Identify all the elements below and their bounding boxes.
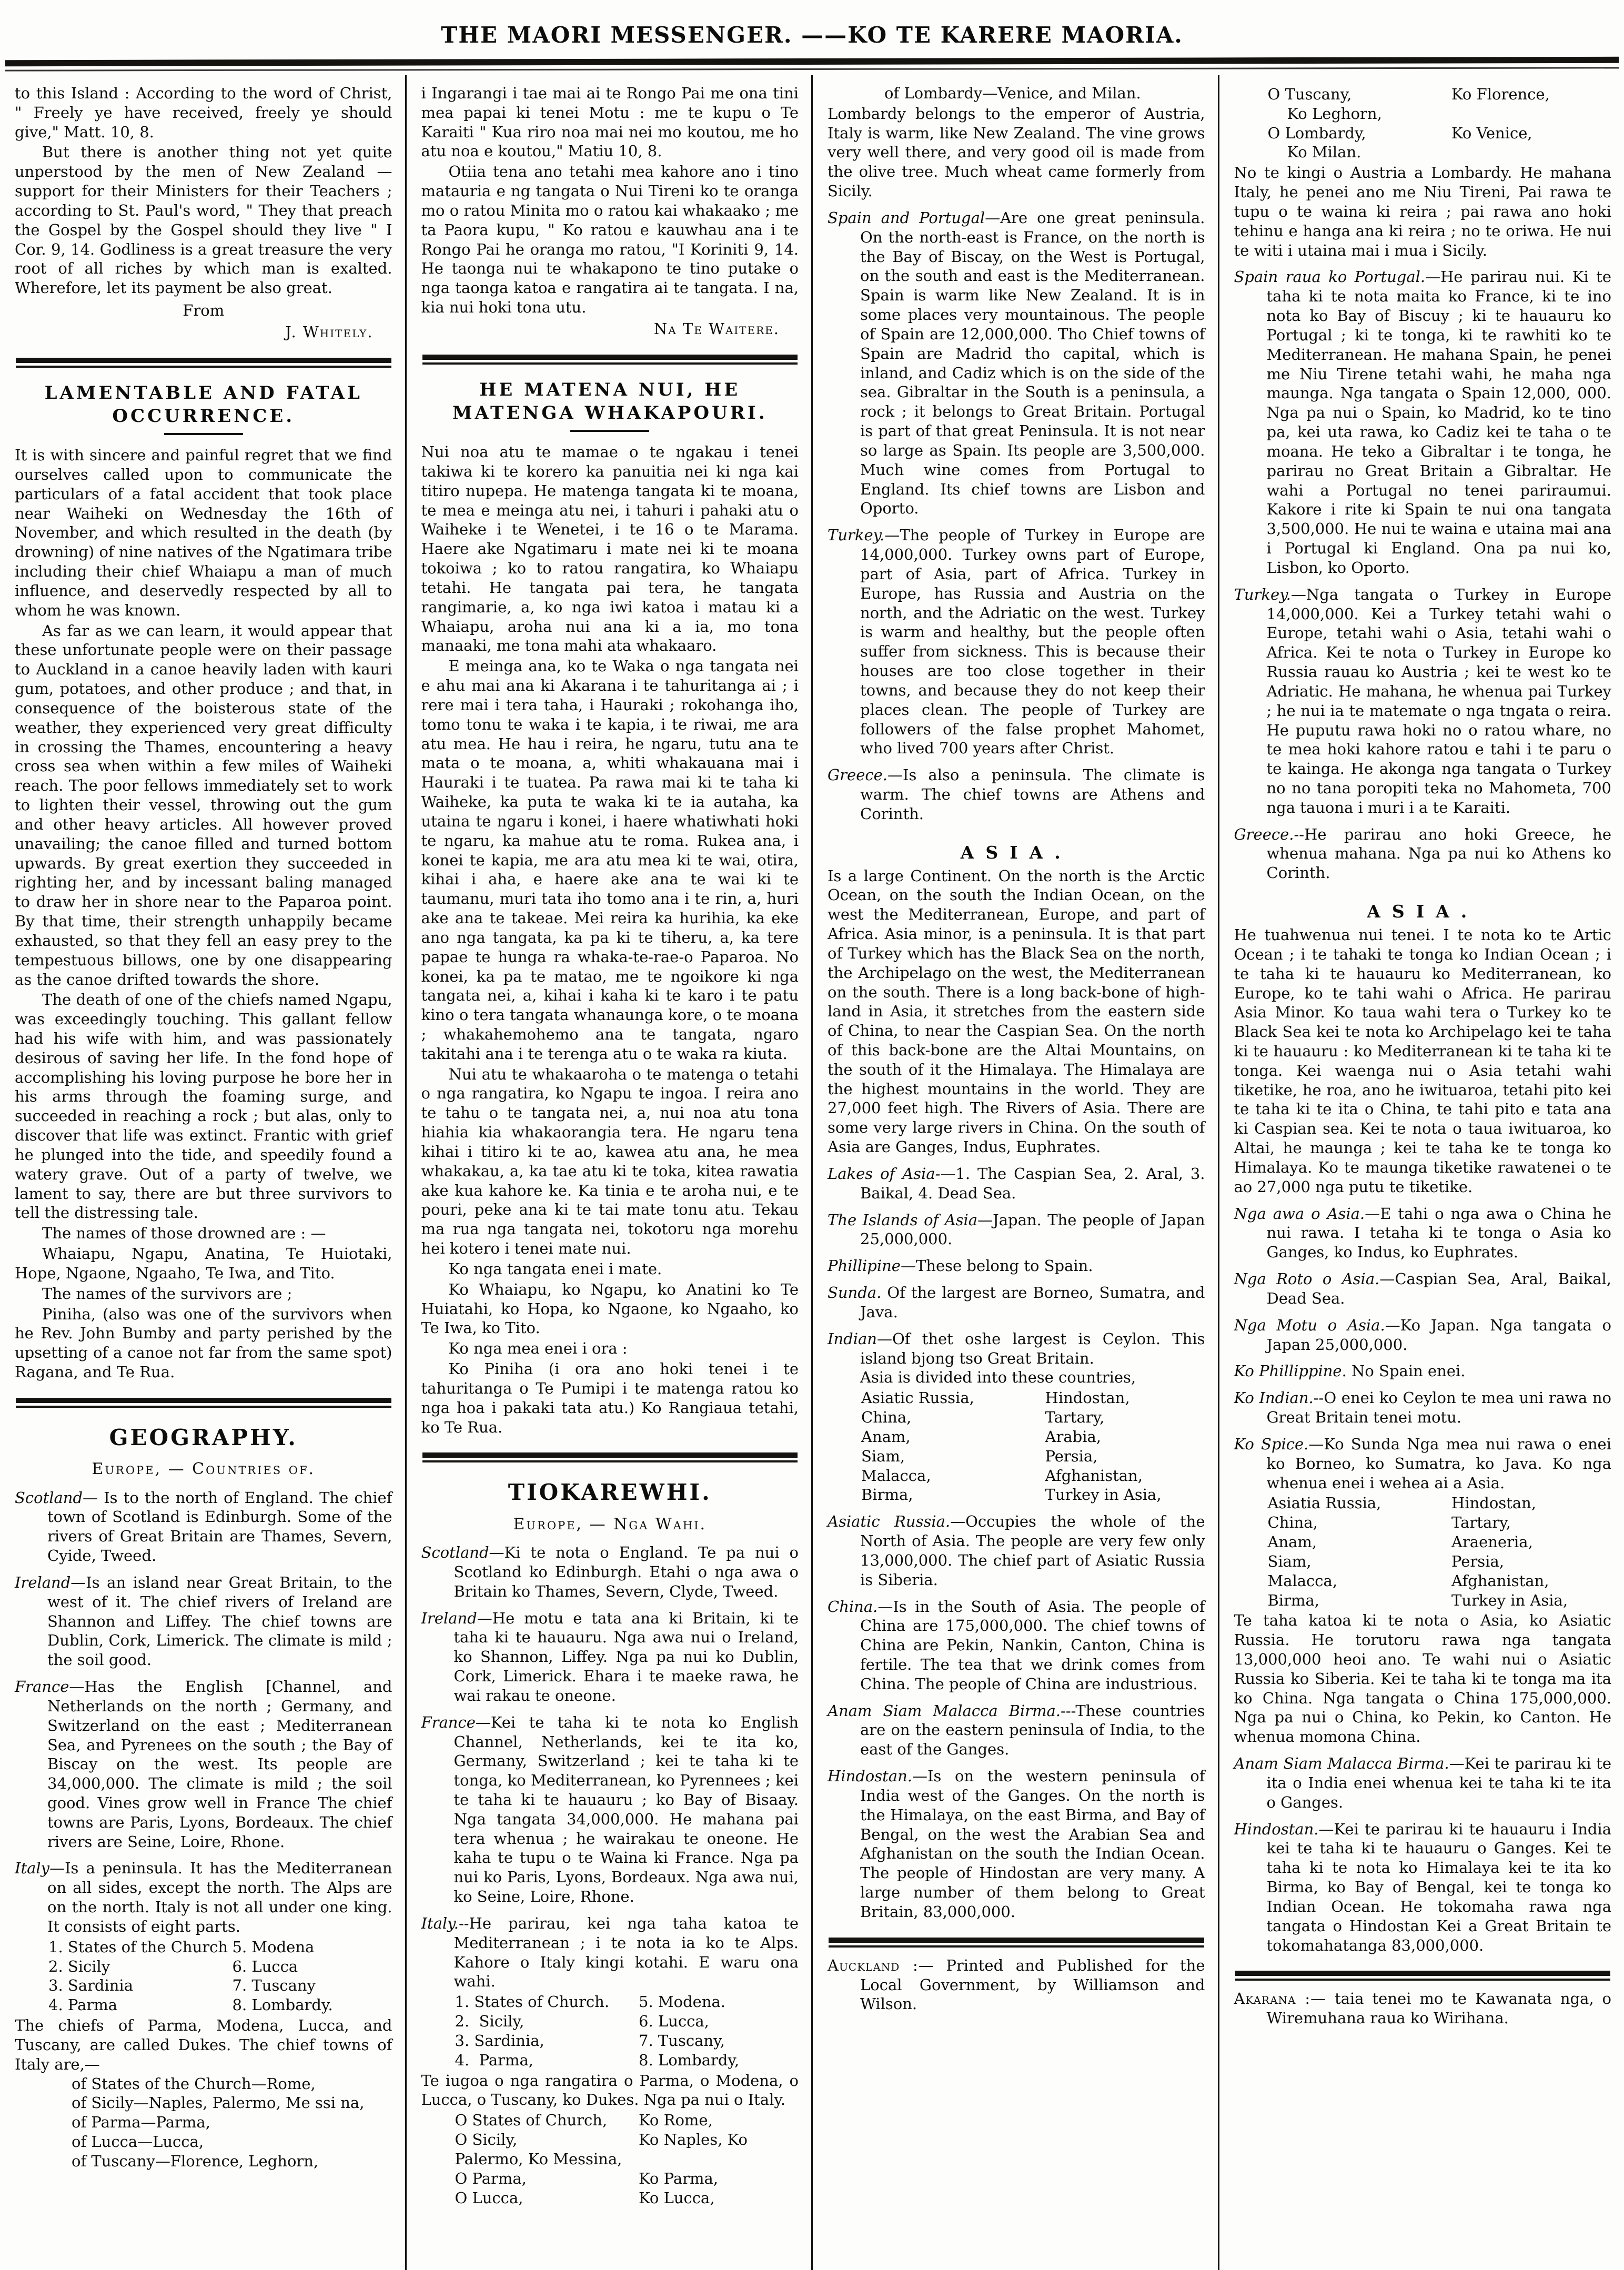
list-cell-right: Ko Venice, xyxy=(1451,124,1532,142)
list-row xyxy=(455,2130,799,2150)
article-heading: GEOGRAPHY. xyxy=(109,1424,298,1450)
article-heading: ASIA. xyxy=(960,842,1072,863)
entry-lead-word: Greece. xyxy=(828,766,887,784)
paragraph: to this Island : According to the word of Christ, " Freely ye have received, freely ye should give," Matt. 10, 8. xyxy=(15,84,392,141)
list-cell-left: 3. Sardinia xyxy=(48,1976,133,1995)
list-cell-right: 6. Lucca xyxy=(232,1957,298,1975)
list-row xyxy=(1268,1513,1612,1532)
list-cell-left: Siam, xyxy=(1267,1552,1312,1570)
list-row xyxy=(48,1995,392,2015)
section-subheading: Europe, — Nga Wahi. xyxy=(513,1515,707,1533)
list-cell-right: Turkey in Asia, xyxy=(1451,1591,1568,1609)
list-cell-right: Ko Rome, xyxy=(639,2111,713,2130)
paragraph: The chiefs of Parma, Modena, Lucca, and Tuscany, are called Dukes. The chief towns of Italy are,— xyxy=(15,2016,392,2073)
entry-text: — Is to the north of England. The chief town of Scotland is Edinburgh. Some of the rivers of Great Britain are Thames, Severn, Cyide, Tweed. xyxy=(47,1488,392,1565)
paragraph: E meinga ana, ko te Waka o nga tangata nei e ahu mai ana ki Akarana i te tahuritanga ai ; i rere mai i tera taha, i Hauraki ; rokohanga iho, tomo tonu te waka i te kapia, i te riwai, me ara atu mea. He hau i reira, he ngaru, tutu ana te mata o te moana, a, whiti whakauana mai i Hauraki i te tuatea. Pa rawa mai ki te taha ki Waiheke, ka puta te waka ki te ia autaha, ka utaina te ngaru i konei, i haere whatiwhati hoki te ngaru, ka mahue atu te roma. Rukea ana, i konei te kapia, me ara atu mea ki te wai, otira, kihai i aha, e haere ake ana te wai ki te taumanu, muri tata iho tomo ana i te rin, a, huri ake ana te takeae. Mei reira ka hurihia, ka eke ano nga tangata, ka pa ki te tiheru, a, ka tere papae te hunga ra whaka-te-rae-o Paparoa. No konei, ka pa te matao, me te ngoikore ki nga tangata nei, a, kihai i kaha ki te karo i te patu kino o tera tangata whanaunga kore, o te moana ; whakahemohemo ana te tangata, ngaro takitahi ana i te terenga atu o te waka ra kiuta. xyxy=(421,657,799,1063)
entry-lead-word: Ireland xyxy=(15,1573,71,1591)
entry-lead-word: Ko Indian. xyxy=(1234,1389,1314,1407)
list-row xyxy=(455,2150,799,2169)
dictionary-entry xyxy=(1234,1361,1612,1381)
entry-text: —Caspian Sea, Aral, Baikal, Dead Sea. xyxy=(1266,1270,1611,1307)
list-row xyxy=(1268,1552,1612,1571)
list-row xyxy=(48,1957,392,1976)
list-row xyxy=(861,1447,1205,1466)
list-line: of Sicily—Naples, Palermo, Me ssi na, xyxy=(72,2094,365,2112)
list-cell-left: 2. Sicily, xyxy=(455,2012,524,2031)
list-row xyxy=(455,2012,799,2031)
entry-text: —1. The Caspian Sea, 2. Aral, 3. Baikal, 4. Dead Sea. xyxy=(860,1164,1205,1202)
entry-lead-word: Italy xyxy=(15,1859,50,1878)
dictionary-entry xyxy=(1234,585,1612,818)
entry-lead-word: Nga Motu o Asia. xyxy=(1234,1316,1385,1334)
list-cell-left: Ko Leghorn, xyxy=(1267,104,1382,123)
masthead xyxy=(0,0,1624,48)
list-cell-left: 4. Parma xyxy=(48,1996,118,2014)
entry-text: ---These countries are on the eastern peninsula of India, to the east of the Ganges. xyxy=(860,1701,1205,1759)
paragraph: Ko Whaiapu, ko Ngapu, ko Anatini ko Te Huiatahi, ko Hopa, ko Ngaone, ko Ngaaho, ko Te Iwa, ko Tito. xyxy=(421,1280,799,1337)
list-cell-left: Malacca, xyxy=(861,1466,931,1485)
entry-text: —Kei te parirau ki te ita o India enei whenua kei te taha ki te ita o Ganges. xyxy=(1266,1754,1611,1811)
dictionary-entry xyxy=(421,1543,799,1601)
list-line: of Parma—Parma, xyxy=(72,2113,210,2132)
list-cell-right: Persia, xyxy=(1045,1447,1098,1465)
list-cell-left: O Sicily, xyxy=(455,2131,518,2149)
entry-lead-word: Italy. xyxy=(421,1914,459,1932)
entry-lead-word: Sunda. xyxy=(828,1284,882,1302)
list-cell-right: 5. Modena xyxy=(232,1938,315,1956)
entry-lead-word: Scotland xyxy=(421,1543,489,1562)
list-cell-right xyxy=(1451,143,1611,162)
paragraph: Ko nga mea enei i ora : xyxy=(448,1339,628,1358)
column-3 xyxy=(811,75,1218,2270)
dictionary-entry xyxy=(421,1713,799,1906)
list-cell-left: Asiatia Russia, xyxy=(1267,1494,1381,1512)
article-divider-rule xyxy=(829,1938,1204,1948)
list-cell-right: 8. Lombardy, xyxy=(639,2051,740,2069)
list-row xyxy=(1268,1591,1612,1610)
dictionary-entry xyxy=(828,1256,1205,1276)
list-cell-right: 8. Lombardy. xyxy=(232,1996,333,2014)
dictionary-entry xyxy=(828,1767,1205,1922)
list-cell-left: O Parma, xyxy=(455,2169,527,2187)
list-row xyxy=(455,2188,799,2208)
entry-text: —E tahi o nga awa o China he nui rawa. I tetaha ki te tonga o Asia ko Ganges, ko Indus, ko Euphrates. xyxy=(1266,1204,1611,1262)
entry-lead-word: Ko Spice. xyxy=(1234,1435,1309,1453)
list-row xyxy=(455,2111,799,2130)
signature: Na Te Waitere. xyxy=(653,319,780,338)
entry-text: —Ko Japan. Nga tangata o Japan 25,000,000. xyxy=(1266,1316,1611,1354)
two-column-list xyxy=(861,1388,1205,1505)
two-column-list xyxy=(1268,1494,1612,1610)
paragraph: The names of the survivors are ; xyxy=(42,1284,292,1303)
entry-text: taia tenei mo te Kawanata nga, o Wiremuhana raua ko Wirihana. xyxy=(1266,1990,1611,2027)
entry-lead-word: France xyxy=(421,1713,476,1731)
dictionary-entry xyxy=(828,208,1205,518)
list-row xyxy=(861,1408,1205,1427)
heading-rule xyxy=(570,430,649,432)
article-divider-rule xyxy=(422,355,798,365)
list-line: of Tuscany—Florence, Leghorn, xyxy=(72,2152,319,2170)
list-cell-left: O Lombardy, xyxy=(1267,124,1366,142)
dictionary-entry xyxy=(1234,1316,1612,1355)
list-cell-left: Anam, xyxy=(861,1427,911,1446)
entry-lead-word: Ko Phillippine. xyxy=(1234,1362,1347,1380)
entry-text: —Is in the South of Asia. The people of China are 175,000,000. The chief towns of China are Pekin, Nankin, Canton, China is fertile. The tea that we drink comes from China. The people of China are industrious. xyxy=(860,1597,1205,1693)
paragraph: Is a large Continent. On the north is the Arctic Ocean, on the south the Indian Ocean, on the west the Mediterranean, Europe, and part of Africa. Asia minor, is a peninsula. It is that part of Turkey which has the Black Sea on the north, the Archipelago on the west, the Mediterranean on the south. There is a long back-bone of high-land in Asia, it stretches from the eastern side of China, to near the Caspian Sea. On the north of this back-bone are the Altai Mountains, on the south of it the Himalaya. The Himalaya are the highest mountains in the world. They are 27,000 feet high. The Rivers of Asia. There are some very large rivers in China. On the south of Asia are Ganges, Indus, Euphrates. xyxy=(828,866,1205,1156)
dictionary-entry xyxy=(1234,1435,1612,1492)
section-subheading: Europe, — Countries of. xyxy=(92,1460,316,1479)
dictionary-entry xyxy=(421,1914,799,1991)
list-cell-right: Ko Florence, xyxy=(1451,85,1550,103)
entry-lead-word: Indian xyxy=(828,1329,877,1348)
dictionary-entry xyxy=(15,1573,392,1670)
column-2 xyxy=(405,75,812,2270)
entry-lead-word: Lakes of Asia- xyxy=(828,1164,941,1183)
entry-text: —Ko Sunda Nga mea nui rawa o enei ko Borneo, ko Sumatra, ko Java. Ko nga whenua enei i wehea ai a Asia. xyxy=(1266,1435,1611,1492)
entry-text: —Is a peninsula. It has the Mediterranean on all sides, except the north. The Alps are on the north. Italy is not all under one king. It consists of eight parts. xyxy=(47,1859,392,1935)
list-cell-right: Ko Naples, Ko xyxy=(639,2131,748,2149)
paragraph: i Ingarangi i tae mai ai te Rongo Pai me ona tini mea papai ki tenei Motu : me te kupu o Te Karaiti " Kua riro noa mai nei mo koutou, me ho atu noa e koutou," Matiu 10, 8. xyxy=(421,84,799,160)
list-cell-left: China, xyxy=(861,1408,912,1427)
masthead-rule-thin xyxy=(5,67,1619,71)
list-cell-right: 7. Tuscany xyxy=(232,1976,316,1995)
dictionary-entry xyxy=(15,1677,392,1851)
dictionary-entry xyxy=(1234,267,1612,577)
dictionary-entry xyxy=(1234,1820,1612,1955)
paragraph: It is with sincere and painful regret that we find ourselves called upon to communicate the particulars of a fatal accident that took place near Waiheki on Wednesday the 16th of November, and which resulted in the death (by drowning) of nine natives of the Ngatimara tribe including their chief Whaiapu a man of much influence, and deservedly respected by all to whom he was known. xyxy=(15,446,392,619)
list-cell-left: 1. States of Church. xyxy=(455,1993,610,2011)
entry-text: —Is also a peninsula. The climate is warm. The chief towns are Athens and Corinth. xyxy=(860,766,1205,823)
article-heading: ASIA. xyxy=(1367,901,1479,922)
entry-text: —Has the English [Channel, and Netherlands on the north ; Germany, and Switzerland on the east ; Mediterranean Sea, and Pyrenees on the south ; the Bay of Biscay on the west. Its people are 34,000,000. The climate is mild ; the soil good. Vines grow well in France The chief towns are Paris, Lyons, Bordeaux. The chief rivers are Seine, Loire, Rhone. xyxy=(47,1678,392,1851)
columns-container xyxy=(0,75,1624,2270)
paragraph: Nui atu te whakaaroha o te matenga o tetahi o nga rangatira, ko Ngapu te ingoa. I reira ano te tahu o te tangata nei, a, nui noa atu tona hiahia kia whakaorangia tera. He ngaru tena kihai i titiro ki te ao, kawea atu ana, he mea whakakau, a, ka tae atu ki te toka, kitea rawatia ake kua kahore ke. Ka tinia e te aroha nui, e te pouri, peke ana ki te tai mate tonu atu. Tekau ma rua nga tangata nei, tokotoru nga morehu hei kotero i tenei mate nui. xyxy=(421,1065,799,1258)
list-row xyxy=(455,2169,799,2188)
list-cell-left: 1. States of the Church xyxy=(48,1938,228,1956)
imprint xyxy=(828,1956,1205,2014)
entry-lead-word: Akarana :— xyxy=(1234,1990,1327,2008)
paragraph: Ko nga tangata enei i mate. xyxy=(448,1259,662,1278)
dictionary-entry xyxy=(1234,1388,1612,1427)
list-cell-right: Tartary, xyxy=(1451,1514,1511,1532)
dictionary-entry xyxy=(421,1609,799,1706)
entry-lead-word: Anam Siam Malacca Birma. xyxy=(1234,1754,1449,1773)
entry-text: Of the largest are Borneo, Sumatra, and Java. xyxy=(860,1284,1205,1321)
dictionary-entry xyxy=(828,765,1205,823)
list-cell-left: Palermo, Ko Messina, xyxy=(455,2150,622,2168)
article-divider-rule xyxy=(16,1398,391,1408)
entry-text: —The people of Turkey in Europe are 14,000,000. Turkey owns part of Europe, part of Asia, part of Africa. Turkey in Europe, has Russia and Austria on the north, and the Adriatic on the west. Turkey is warm and healthy, but the people often suffer from sickness. This is because their houses are too close together in their towns, and because they do not keep their places clean. The people of Turkey are followers of the false prophet Mahomet, who lived 700 years after Christ. xyxy=(860,526,1205,758)
entry-text: —Nga tangata o Turkey in Europe 14,000,000. Kei a Turkey tetahi wahi o Europe, tetahi wahi o Asia, tetahi wahi o Africa. Kei te nota o Turkey in Europe ko Russia rauau ko Austria ; kei te west ko te Adriatic. He mahana, he whenua pai Turkey ; he nui ia te matemate o nga tngata o reira. He puputu rawa hoki no o ratou whare, no te mea hoki kahore ratou e tahi i te paru o te kainga. He akonga nga tangata o Turkey no no tana poropiti teka no Mahometa, 700 nga tauona i muri i a te Karaiti. xyxy=(1266,585,1611,816)
list-cell-right: Araeneria, xyxy=(1451,1533,1533,1551)
paragraph: Otiia tena ano tetahi mea kahore ano i tino matauria e ng tangata o Nui Tireni ko te oranga mo o ratou Minita mo o ratou kai whakaako ; me ta Paora kupu, " Ko ratou e kauwhau ana i te Rongo Pai he oranga mo ratou, "I Koriniti 9, 14. He taonga nui te whakapono te tino putake o nga taonga katoa e rangatira ai te tangata. I na, kia nui hoki tona utu. xyxy=(421,163,799,317)
two-column-list xyxy=(455,1992,799,2070)
entry-text: —Is on the western peninsula of India west of the Ganges. On the north is the Himalaya, on the east Birma, and Bay of Bengal, on the west the Arabian Sea and Afghanistan on the south the Indian Ocean. The people of Hindostan are very many. A large number of them belong to Great Britain, 83,000,000. xyxy=(860,1767,1205,1921)
list-row xyxy=(1268,1532,1612,1552)
entry-lead-word: Hindostan. xyxy=(1234,1820,1319,1838)
entry-lead-word: Anam Siam Malacca Birma. xyxy=(828,1701,1061,1720)
entry-text: —Of thet oshe largest is Ceylon. This island bjong tso Great Britain. xyxy=(860,1329,1205,1367)
article-divider-rule xyxy=(422,1452,798,1462)
paragraph: Te iugoa o nga rangatira o Parma, o Modena, o Lucca, o Tuscany, ko Dukes. Nga pa nui o Italy. xyxy=(421,2071,799,2109)
list-cell-right xyxy=(1451,104,1611,124)
entry-lead-word: Hindostan. xyxy=(828,1767,912,1785)
list-row xyxy=(455,2051,799,2070)
entry-text: —Is an island near Great Britain, to the west of it. The chief rivers of Ireland are Shannon and Liffey. The chief towns are Dublin, Cork, Limerick. The climate is mild ; the soil good. xyxy=(47,1573,392,1669)
list-cell-left: 4. Parma, xyxy=(455,2051,533,2069)
entry-text: --O enei ko Ceylon te mea uni rawa no Great Britain tenei motu. xyxy=(1266,1389,1611,1427)
dictionary-entry xyxy=(1234,1754,1612,1812)
entry-text: —He parirau nui. Ki te taha ki te nota maita ko France, ki te ino nota ko Bay of Biscuy ; ki te hauauru ko Portugal ; ki te tonga, ki te rawhiti ko te Mediterranean. He mahana Spain, he penei me Niu Tirene tetahi wahi, he maha nga maunga. Nga tangata o Spain 12,000, 000. Nga pa nui o Spain, ko Madrid, ko te tino pa, kei uta rawa, ko Cadiz kei te taha o te moana. He teko a Gibraltar i te tonga, he parirau no Great Britain a Gibraltar. He wahi a Portugal no tenei pariraumui. Kakore i rite ki Spain te nui ona tangata 3,500,000. He nui te waina e utaina mai ana i Portugal ki England. Ona pa nui ko, Lisbon, ko Oporto. xyxy=(1266,268,1611,577)
article-heading: TIOKAREWHI. xyxy=(508,1479,712,1506)
dictionary-entry xyxy=(828,1512,1205,1589)
list-cell-left: Ko Milan. xyxy=(1267,143,1361,162)
list-row xyxy=(1268,1571,1612,1591)
list-cell-right: Arabia, xyxy=(1045,1427,1101,1446)
list-cell-right: Hindostan, xyxy=(1045,1389,1130,1407)
entry-lead-word: Turkey. xyxy=(828,526,885,544)
list-cell-left: Malacca, xyxy=(1267,1571,1338,1590)
two-column-list xyxy=(48,1938,392,2015)
paragraph: He tuahwenua nui tenei. I te nota ko te Artic Ocean ; i te tahaki te tonga ko Indian Ocean ; i te taha ki te hauauru ko Mediterranean, ko Europe, ko te tahi wahi o Africa. He parirau Asia Minor. Ko taua wahi tera o Turkey ko te Black Sea kei te nota ko Archipelago kei te taha ki te hauauru : ko Mediterranean ki te taha ki te tonga. Kei waenga nui o Asia tetahi wahi tiketike, he roa, ano he iwituaroa, tetahi pito kei te taha ki te ita o China, te tahi pito e tata ana ki Caspian sea. Kei te nota o taua iwituaroa, ko Altai, he maunga ; kei te taha ke te tonga ko Himalaya. Ko te maunga tiketike rawatenei o te ao 27,000 nga putu te tiketike. xyxy=(1234,926,1611,1196)
entry-lead-word: Auckland : xyxy=(828,1956,919,1974)
paragraph: The death of one of the chiefs named Ngapu, was exceedingly touching. This gallant fellow had his wife with him, and was passionately desirous of saving her life. In the fond hope of accomplishing his loving purpose he bore her in his arms through the foaming surge, and succeeded in reaching a rock ; but alas, only to discover that life was extinct. Frantic with grief he plunged into the tide, and speedily found a watery grave. Out of a party of twelve, we lament to say, there are but three survivors to tell the distressing tale. xyxy=(15,991,392,1222)
list-row xyxy=(861,1485,1205,1505)
entry-text: —Ki te nota o England. Te pa nui o Scotland ko Edinburgh. Etahi o nga awa o Britain ko Thames, Severn, Clyde, Tweed. xyxy=(453,1543,799,1600)
list-cell-right: Ko Parma, xyxy=(639,2169,718,2187)
list-cell-left: China, xyxy=(1267,1514,1318,1532)
entry-lead-word: Phillipine xyxy=(828,1257,901,1275)
list-cell-right xyxy=(639,2150,799,2169)
entry-lead-word: Spain raua ko Portugal. xyxy=(1234,268,1426,286)
dictionary-entry xyxy=(828,1701,1205,1759)
entry-lead-word: Ireland xyxy=(421,1609,477,1627)
list-row xyxy=(861,1427,1205,1447)
entry-lead-word: Scotland xyxy=(15,1488,83,1507)
entry-lead-word: Spain and Portugal xyxy=(828,208,985,227)
list-row xyxy=(48,1938,392,1957)
entry-text: —Kei te taha ki te nota ko English Channel, Netherlands, kei te ita ko, Germany, Switzerland ; kei te taha ki te tonga, ko Mediterranean, ko Pyrennees ; kei te taha ki te hauauru ; ko Bay of Bisaay. Nga tangata 34,000,000. He mahana pai tera whenua ; he wairakau te oneone. He kaha te tupu o te Waina ki France. Nga pa nui ko Paris, Lyons, Bordeaux. Nga awa nui, ko Seine, Loire, Rhone. xyxy=(453,1713,799,1906)
list-line: of Lucca—Lucca, xyxy=(72,2133,204,2151)
paragraph: No te kingi o Austria a Lombardy. He mahana Italy, he penei ano me Niu Tireni, Pai rawa te tupu o te waina ki reira ; pai rawa ano hoki tehinu e hanga ana ki reira ; no te oriwa. He nui te witi i utaina mai i mua i Sicily. xyxy=(1234,164,1611,259)
masthead-rule xyxy=(5,57,1619,66)
dictionary-entry xyxy=(828,1329,1205,1368)
paragraph: Ko Piniha (i ora ano hoki tenei i te tahuritanga o Te Pumipi i te matenga ratou ko nga hoa i pakaki tata atu.) Ko Rangiaua tetahi, ko Te Rua. xyxy=(421,1360,799,1436)
dictionary-entry xyxy=(1234,1204,1612,1262)
list-cell-left: Birma, xyxy=(861,1486,913,1504)
article-heading: HE MATENA NUI, HE MATENGA WHAKAPOURI. xyxy=(452,379,768,423)
list-cell-right: Afghanistan, xyxy=(1045,1466,1143,1485)
entry-lead-word: China. xyxy=(828,1597,878,1616)
dictionary-entry xyxy=(15,1859,392,1936)
paragraph: Lombardy belongs to the emperor of Austria, Italy is warm, like New Zealand. The vine grows very well there, and very good oil is made from the olive tree. Much wheat came formerly from Sicily. xyxy=(828,104,1205,200)
list-cell-right: Persia, xyxy=(1451,1552,1504,1570)
heading-rule xyxy=(164,433,243,435)
paragraph: Whaiapu, Ngapu, Anatina, Te Huiotaki, Hope, Ngaone, Ngaaho, Te Iwa, and Tito. xyxy=(15,1245,392,1282)
list-cell-left: 3. Sardinia, xyxy=(455,2031,544,2050)
entry-lead-word: Nga awa o Asia. xyxy=(1234,1204,1365,1223)
entry-text: —These belong to Spain. xyxy=(900,1257,1093,1275)
list-cell-left: Anam, xyxy=(1267,1533,1317,1551)
list-row xyxy=(48,1976,392,1995)
entry-lead-word: Turkey. xyxy=(1234,585,1291,603)
list-cell-right: Ko Lucca, xyxy=(639,2188,715,2207)
two-column-list xyxy=(1268,85,1612,162)
list-cell-right: Turkey in Asia, xyxy=(1045,1486,1162,1504)
two-column-list xyxy=(455,2111,799,2207)
dictionary-entry xyxy=(828,1283,1205,1322)
signature: J. Whitely. xyxy=(285,322,374,341)
entry-text: —Are one great peninsula. On the north-east is France, on the north is the Bay of Biscay, on the West is Portugal, on the south and east is the Mediterranean. Spain is warm like New Zealand. It is in some places very mountainous. The people of Spain are 12,000,000. Tho Chief towns of Spain are Madrid tho capital, which is inland, and Cadiz which is on the side of the sea. Gibraltar in the South is a peninsula, a rock ; it belongs to Great Britain. Portugal is part of that great Peninsula. It is not near so large as Spain. Its people are 3,500,000. Much wine comes from Portugal to England. Its chief towns are Lisbon and Oporto. xyxy=(860,208,1205,518)
dictionary-entry xyxy=(1234,825,1612,883)
list-row xyxy=(861,1388,1205,1408)
paragraph: Nui noa atu te mamae o te ngakau i tenei takiwa ki te korero ka panuitia nei ki nga kai titiro nupepa. He matenga tangata ki te moana, te mea e meinga atu nei, i tahuri i pahaki atu o Waiheke i te Wenetei, i te 16 o te Marama. Haere ake Ngatimaru i mate nei ki te moana tokoiwa ; ko to ratou rangatira, ko Whaiapu tetahi. He tangata pai tera, he tangata rangimarie, a, ko nga iwi katoa i matau ki a Whaiapu, aroha nui ana ki a ia, mo tona manaaki, me tona mahi ata whakaaro. xyxy=(421,443,799,655)
list-cell-left: Asiatic Russia, xyxy=(861,1389,974,1407)
entry-text: —Japan. The people of Japan 25,000,000. xyxy=(860,1210,1205,1248)
dictionary-entry xyxy=(828,1164,1205,1203)
column-1 xyxy=(0,75,405,2270)
list-row xyxy=(455,2031,799,2051)
entry-lead-word: France xyxy=(15,1678,69,1696)
list-cell-right: Afghanistan, xyxy=(1451,1571,1549,1590)
paragraph: But there is another thing not yet quite unperstood by the men of New Zealand — support for their Ministers for their Teachers ; according to St. Paul's word, " They that preach the Gospel by the Gospel should they live " I Cor. 9, 14. Godliness is a great treasure the very root of all riches by which man is exalted. Wherefore, let its payment be also great. xyxy=(15,143,392,297)
masthead-title: THE MAORI MESSENGER. ——KO TE KARERE MAORIA. xyxy=(441,22,1183,48)
entry-text: —Kei te parirau ki te hauauru i India kei te taha ki te hauauru o Ganges. Kei te taha ki te nota ko Himalaya kei te ita ko Birma, ko Bay of Bengal, kei te tonga ko Indian Ocean. He tokomaha rawa nga tangata o Hindostan Kei a Great Britain te tokomahatanga 83,000,000. xyxy=(1266,1820,1611,1954)
dictionary-entry xyxy=(15,1488,392,1566)
list-cell-right: Hindostan, xyxy=(1451,1494,1537,1512)
paragraph: As far as we can learn, it would appear that these unfortunate people were on their passage to Auckland in a canoe heavily laden with kauri gum, potatoes, and other produce ; and that, in consequence of the boisterous state of the weather, they experienced very great difficulty in crossing the Thames, encountering a heavy cross sea when within a few miles of Waiheki reach. The poor fellows immediately set to work to lighten their vessel, throwing out the gum and other heavy articles. All however proved unavailing; the canoe filled and turned bottom upwards. By great exertion they succeeded in righting her, and by incessant baling managed to draw her in shore near to the Paparoa point. By that time, their strength unhappily became exhausted, so that they fell an easy prey to the tempestuous billows, one by one disappearing as the canoe drifted towards the shore. xyxy=(15,621,392,988)
entry-text: — Printed and Published for the Local Government, by Williamson and Wilson. xyxy=(860,1956,1205,2013)
list-cell-right: 6. Lucca, xyxy=(639,2012,709,2031)
list-row xyxy=(1268,104,1612,124)
list-cell-right: Tartary, xyxy=(1045,1408,1105,1427)
entry-lead-word: Asiatic Russia. xyxy=(828,1512,951,1531)
list-cell-right: 7. Tuscany, xyxy=(639,2031,725,2050)
list-cell-right: 5. Modena. xyxy=(639,1993,725,2011)
list-line: Asia is divided into these countries, xyxy=(860,1368,1136,1387)
entry-text: No Spain enei. xyxy=(1346,1362,1466,1380)
list-cell-left: Siam, xyxy=(861,1447,905,1465)
dictionary-entry xyxy=(828,526,1205,758)
list-cell-left: O Tuscany, xyxy=(1267,85,1352,103)
article-divider-rule xyxy=(16,358,391,368)
article-divider-rule xyxy=(1235,1971,1611,1981)
entry-lead-word: Nga Roto o Asia. xyxy=(1234,1270,1380,1288)
list-row xyxy=(1268,1494,1612,1513)
list-row xyxy=(455,1992,799,2012)
dictionary-entry xyxy=(1234,1269,1612,1308)
entry-text: —He motu e tata ana ki Britain, ki te taha ki te hauauru. Nga awa nui o Ireland, ko Shannon, Liffey. Nga pa nui ko Dublin, Cork, Limerick. Ehara i te maeke rawa, he wai rakau te oneone. xyxy=(453,1609,799,1704)
entry-lead-word: Greece. xyxy=(1234,825,1294,843)
column-4 xyxy=(1218,75,1624,2270)
entry-lead-word: The Islands of Asia xyxy=(828,1210,978,1229)
entry-text: —Occupies the whole of the North of Asia. The people are very few only 13,000,000. The chief part of Asiatic Russia is Siberia. xyxy=(860,1512,1205,1589)
imprint xyxy=(1234,1989,1612,2028)
list-row xyxy=(861,1466,1205,1486)
paragraph: Piniha, (also was one of the survivors when he Rev. John Bumby and party perished by the upsetting of a canoe not far from the same spot) Ragana, and Te Rua. xyxy=(15,1305,392,1381)
list-row xyxy=(1268,143,1612,162)
entry-text: --He parirau ano hoki Greece, he whenua mahana. Nga pa nui ko Athens ko Corinth. xyxy=(1266,825,1611,882)
list-line: of Lombardy—Venice, and Milan. xyxy=(884,84,1141,102)
list-line: of States of the Church—Rome, xyxy=(72,2074,316,2093)
dictionary-entry xyxy=(828,1210,1205,1249)
list-row xyxy=(1268,85,1612,104)
list-cell-left: O States of Church, xyxy=(455,2111,608,2130)
article-heading: LAMENTABLE AND FATAL OCCURRENCE. xyxy=(44,382,362,427)
closing-line: From xyxy=(183,301,225,320)
list-cell-left: O Lucca, xyxy=(455,2188,523,2207)
paragraph: Te taha katoa ki te nota o Asia, ko Asiatic Russia. He torutoru rawa nga tangata 13,000,000 heoi ano. Te wahi nui o Asiatic Russia ko Siberia. Kei te taha ki te tonga ma ita ko China. Nga tangata o China 175,000,000. Nga pa nui o China, ko Pekin, ko Canton. He whenua momona China. xyxy=(1234,1611,1611,1746)
dictionary-entry xyxy=(828,1597,1205,1694)
list-cell-left: 2. Sicily xyxy=(48,1957,110,1975)
paragraph: The names of those drowned are : — xyxy=(42,1224,326,1243)
list-row xyxy=(1268,124,1612,143)
entry-text: --He parirau, kei nga taha katoa te Mediterranean ; i te nota ia ko te Alps. Kahore o Italy kingi kotahi. E waru ona wahi. xyxy=(453,1914,799,1991)
list-cell-left: Birma, xyxy=(1267,1591,1319,1609)
